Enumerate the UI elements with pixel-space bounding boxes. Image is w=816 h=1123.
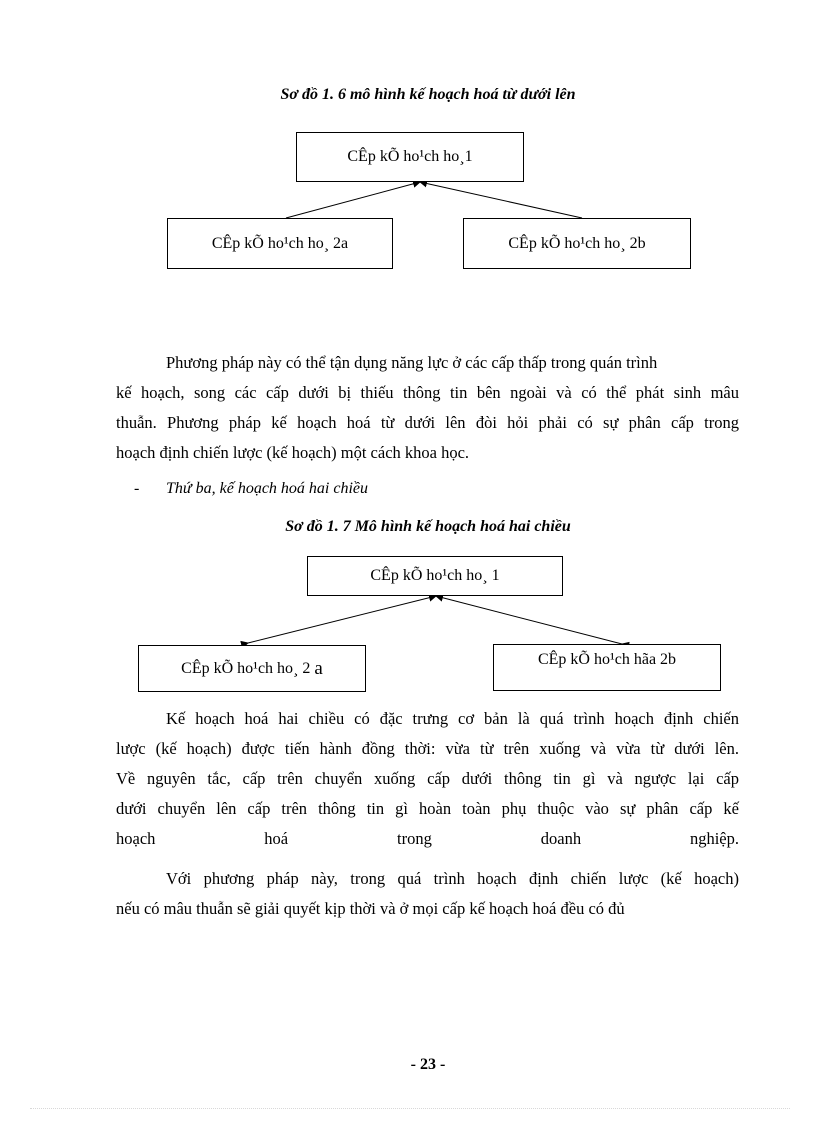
paragraph-2-line-5: hoạch hoá trong doanh nghiệp. <box>116 829 739 848</box>
diagram2-right-box <box>493 644 721 691</box>
bullet-text: Thứ ba, kế hoạch hoá hai chiều <box>166 480 369 497</box>
paragraph-2-line-3: Về nguyên tắc, cấp trên chuyển xuống cấp dưới thông tin gì và ngược lại cấp <box>116 769 739 788</box>
diagram2-left-box <box>138 645 366 692</box>
paragraph-1-line-1: Phương pháp này có thể tận dụng năng lực ở các cấp thấp trong quán trình <box>166 353 658 372</box>
diagram2-top-box <box>307 556 563 596</box>
diagram2-left-box-suffix: a <box>314 657 323 679</box>
bullet-marker: - <box>134 480 140 497</box>
diagram1-caption: Sơ đồ 1. 6 mô hình kế hoạch hoá từ dưới lên <box>280 86 576 103</box>
paragraph-1-line-2: kế hoạch, song các cấp dưới bị thiếu thông tin bên ngoài và có thể phát sinh mâu <box>116 383 739 402</box>
page-number: - 23 - <box>410 1056 446 1073</box>
diagram2-arrow-right <box>436 596 622 644</box>
paragraph-2-line-2: lược (kế hoạch) được tiến hành đồng thời: vừa từ trên xuống và vừa từ dưới lên. <box>116 739 739 758</box>
diagram2-right-box-label: CÊp kÕ ho¹ch hãa 2b <box>537 651 677 668</box>
paragraph-3-line-2: nếu có mâu thuẫn sẽ giải quyết kịp thời và ở mọi cấp kế hoạch hoá đều có đủ <box>116 899 625 918</box>
diagram1-left-box <box>167 218 393 269</box>
paragraph-2-line-4: dưới chuyển lên cấp trên thông tin gì hoàn toàn phụ thuộc vào sự phân cấp kế <box>116 799 739 818</box>
diagram1-arrow-right <box>420 182 582 218</box>
diagram2-arrow-left <box>248 596 436 643</box>
paragraph-1-line-4: hoạch định chiến lược (kế hoạch) một cách khoa học. <box>116 443 470 462</box>
paragraph-2 <box>116 704 739 854</box>
diagram1-right-box <box>463 218 691 269</box>
diagram1-arrow-left <box>286 182 420 218</box>
diagram1-top-box-label: CÊp kÕ ho¹ch ho¸1 <box>347 148 473 165</box>
paragraph-1 <box>116 348 739 468</box>
diagram2-left-box-label: CÊp kÕ ho¹ch ho¸ 2 <box>181 659 311 677</box>
diagram2-caption: Sơ đồ 1. 7 Mô hình kế hoạch hoá hai chiều <box>285 518 571 535</box>
paragraph-1-line-3: thuẫn. Phương pháp kế hoạch hoá từ dưới lên đòi hỏi phải có sự phân cấp trong <box>116 413 739 432</box>
diagram1-top-box <box>296 132 524 182</box>
diagram1-left-box-label: CÊp kÕ ho¹ch ho¸ 2a <box>211 234 349 252</box>
footer-divider <box>30 1108 790 1109</box>
paragraph-3-line-1: Với phương pháp này, trong quá trình hoạch định chiến lược (kế hoạch) <box>166 869 739 888</box>
diagram1-right-box-label: CÊp kÕ ho¹ch ho¸ 2b <box>508 234 646 252</box>
paragraph-2-line-1: Kế hoạch hoá hai chiều có đặc trưng cơ bản là quá trình hoạch định chiến <box>166 709 739 728</box>
paragraph-3 <box>116 864 739 924</box>
diagram2-top-box-label: CÊp kÕ ho¹ch ho¸ 1 <box>370 567 500 584</box>
